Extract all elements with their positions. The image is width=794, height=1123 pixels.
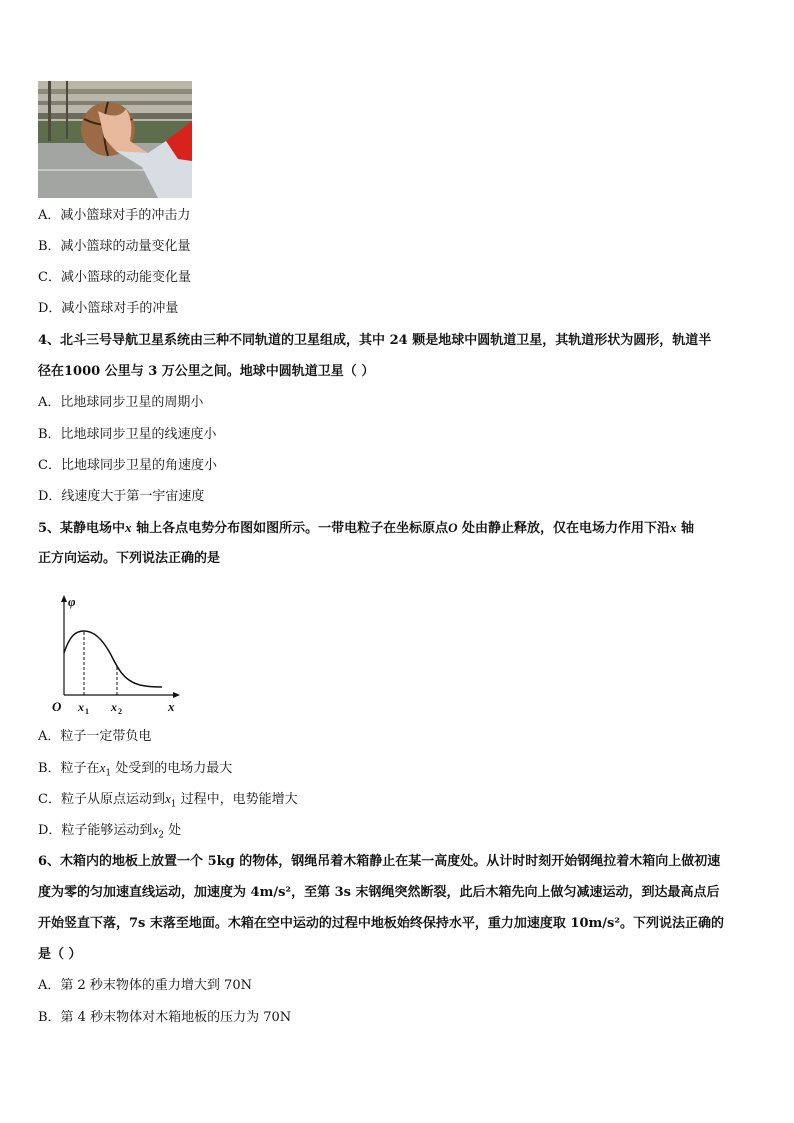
tick-x1-subscript: 1 [85, 707, 89, 716]
tick-x1-label: x [78, 700, 84, 714]
q5-option-b [38, 760, 232, 782]
q4-option-a: A．比地球同步卫星的周期小 [38, 395, 204, 410]
potential-graph [46, 591, 186, 719]
q6-stem-line4: 是（ ） [38, 947, 82, 962]
q5-option-d-post: 处 [163, 823, 182, 838]
q5-option-d [38, 822, 181, 844]
q5-stem-part-b: 轴上各点电势分布图如图所示。一带电粒子在坐标原点 [131, 521, 449, 536]
q5-option-a: A．粒子一定带负电 [38, 729, 152, 744]
x-axis-label: x [168, 699, 175, 714]
q5-stem-part-c: 处由静止释放，仅在电场力作用下沿 [457, 521, 670, 536]
y-axis-arrow [61, 595, 67, 602]
q4-stem-line1: 4、北斗三号导航卫星系统由三种不同轨道的卫星组成，其中 24 颗是地球中圆轨道卫星，其轨道形状为圆形，轨道半 [38, 333, 712, 348]
origin-label: O [52, 699, 62, 714]
q5-stem-part-a: 5、某静电场中 [38, 521, 126, 536]
q3-option-c: C．减小篮球的动能变化量 [38, 270, 191, 285]
q5-option-b-post: 处受到的电场力最大 [111, 761, 233, 776]
q6-stem-line3: 开始竖直下落，7s 末落至地面。木箱在空中运动的过程中地板始终保持水平，重力加速度取 10m/s²。下列说法正确的 [38, 916, 725, 931]
q5-stem-var-x2: x [670, 520, 677, 535]
q4-option-c: C．比地球同步卫星的角速度小 [38, 458, 217, 473]
tick-x2-subscript: 2 [118, 707, 122, 716]
q5-stem-line2: 正方向运动。下列说法正确的是 [38, 551, 221, 566]
q5-option-c-post: 过程中，电势能增大 [176, 792, 298, 807]
x-axis-arrow [173, 692, 180, 698]
q5-option-b-sub: 1 [105, 768, 112, 779]
y-axis-label: φ [68, 594, 76, 609]
q5-option-c [38, 791, 298, 813]
q5-option-b-pre: B．粒子在 [38, 761, 100, 776]
q5-option-c-var: x [164, 791, 171, 806]
q6-stem-line2: 度为零的匀加速直线运动，加速度为 4m/s²，至第 3s 末钢绳突然断裂，此后木箱先向上做匀减速运动，到达最高点后 [38, 885, 720, 900]
q5-option-d-pre: D．粒子能够运动到 [38, 823, 153, 838]
q5-option-d-var: x [152, 822, 159, 837]
q4-option-b: B．比地球同步卫星的线速度小 [38, 427, 217, 442]
q5-stem-line1 [38, 520, 694, 537]
q5-stem-var-x: x [125, 520, 132, 535]
tick-x2-label: x [111, 700, 117, 714]
q5-option-d-sub: 2 [158, 830, 164, 841]
q6-stem-line1: 6、木箱内的地板上放置一个 5kg 的物体，钢绳吊着木箱静止在某一高度处。从计时时刻开始钢绳拉着木箱向上做初速 [38, 854, 721, 869]
q3-option-d: D．减小篮球对手的冲量 [38, 301, 179, 316]
q5-option-b-var: x [99, 760, 106, 775]
q4-option-d: D．线速度大于第一宇宙速度 [38, 489, 205, 504]
q5-stem-var-o: O [448, 520, 458, 535]
q4-stem-line2: 径在1000 公里与 3 万公里之间。地球中圆轨道卫星（ ） [38, 364, 375, 379]
q6-option-a: A．第 2 秒末物体的重力增大到 70N [38, 978, 252, 993]
q5-option-c-sub: 1 [170, 799, 177, 810]
basketball-photo [38, 81, 192, 198]
q3-option-a: A．减小篮球对手的冲击力 [38, 208, 191, 223]
q3-option-b: B．减小篮球的动量变化量 [38, 239, 191, 254]
potential-curve [64, 631, 162, 687]
q5-option-c-pre: C．粒子从原点运动到 [38, 792, 165, 807]
q5-stem-part-d: 轴 [676, 521, 695, 536]
q6-option-b: B．第 4 秒末物体对木箱地板的压力为 70N [38, 1010, 292, 1025]
